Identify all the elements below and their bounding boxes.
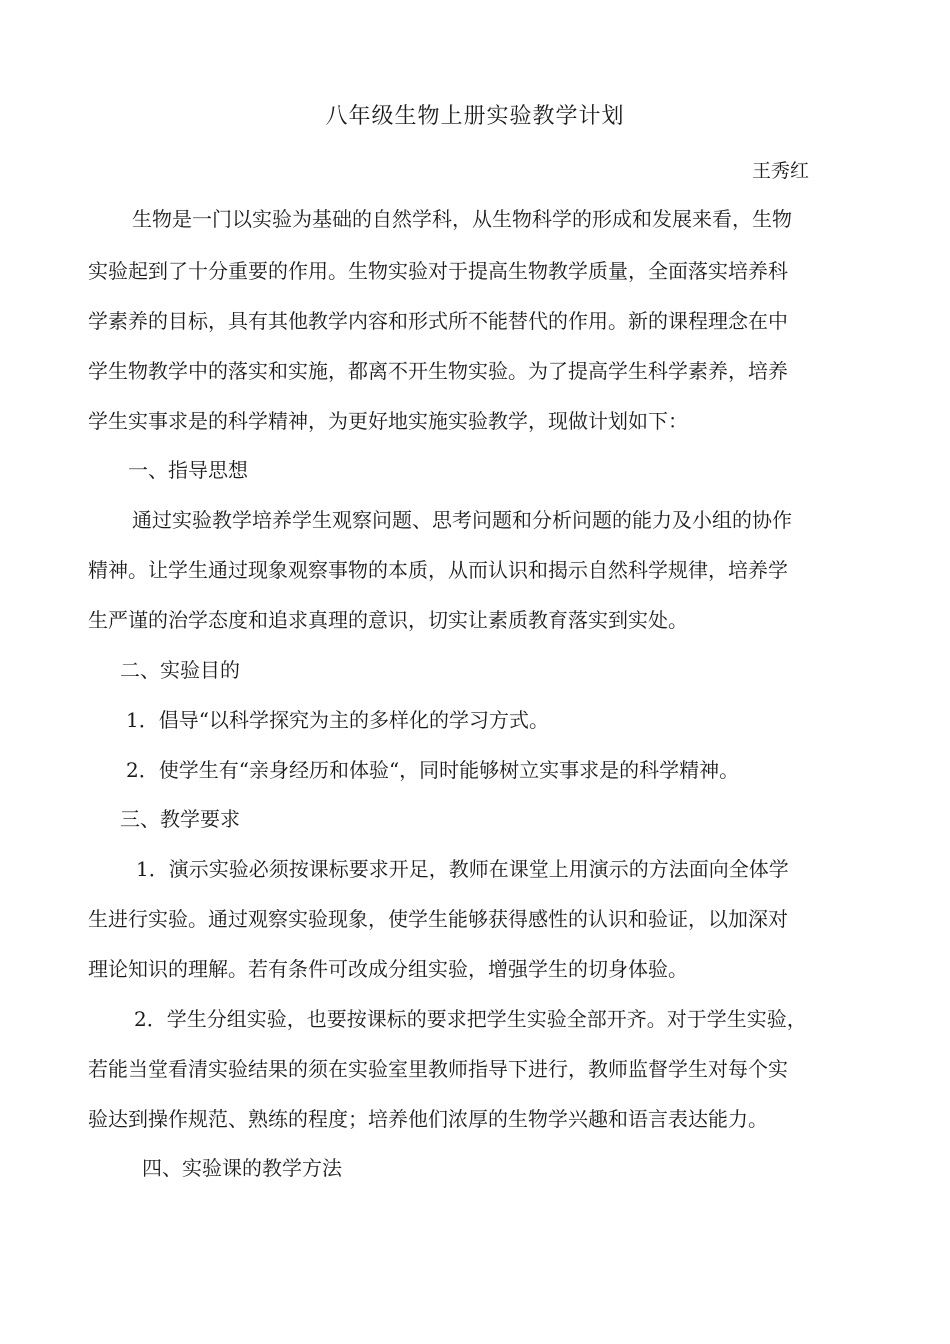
paragraph-line: 若能当堂看清实验结果的须在实验室里教师指导下进行，教师监督学生对每个实 xyxy=(88,1057,788,1081)
document-title: 八年级生物上册实验教学计划 xyxy=(325,104,625,129)
paragraph-line: 通过实验教学培养学生观察问题、思考问题和分析问题的能力及小组的协作 xyxy=(132,508,792,532)
paragraph-line: 学素养的目标，具有其他教学内容和形式所不能替代的作用。新的课程理念在中 xyxy=(88,309,788,333)
paragraph-line: 生进行实验。通过观察实验现象，使学生能够获得感性的认识和验证，以加深对 xyxy=(88,907,788,931)
section-heading: 二、实验目的 xyxy=(120,658,240,682)
list-item: 2．使学生有“亲身经历和体验“，同时能够树立实事求是的科学精神。 xyxy=(126,758,740,782)
paragraph-line: 学生物教学中的落实和实施，都离不开生物实验。为了提高学生科学素养，培养 xyxy=(88,359,788,383)
section-heading: 一、指导思想 xyxy=(128,458,248,482)
paragraph-line: 生物是一门以实验为基础的自然学科，从生物科学的形成和发展来看，生物 xyxy=(132,207,792,231)
paragraph-line: 实验起到了十分重要的作用。生物实验对于提高生物教学质量，全面落实培养科 xyxy=(88,259,788,283)
document-author: 王秀红 xyxy=(752,160,810,182)
paragraph-line: 验达到操作规范、熟练的程度；培养他们浓厚的生物学兴趣和语言表达能力。 xyxy=(88,1107,768,1131)
paragraph-line: 理论知识的理解。若有条件可改成分组实验，增强学生的切身体验。 xyxy=(88,957,688,981)
list-item: 1．倡导“以科学探究为主的多样化的学习方式。 xyxy=(126,708,549,732)
paragraph-line: 学生实事求是的科学精神，为更好地实施实验教学，现做计划如下： xyxy=(88,409,688,433)
paragraph-line: 生严谨的治学态度和追求真理的意识，切实让素质教育落实到实处。 xyxy=(88,608,688,632)
section-heading: 四、实验课的教学方法 xyxy=(142,1156,342,1180)
section-heading: 三、教学要求 xyxy=(120,807,240,831)
paragraph-line: 精神。让学生通过现象观察事物的本质，从而认识和揭示自然科学规律，培养学 xyxy=(88,558,788,582)
paragraph-line: 2．学生分组实验，也要按课标的要求把学生实验全部开齐。对于学生实验， xyxy=(134,1007,807,1031)
paragraph-line: 1．演示实验必须按课标要求开足，教师在课堂上用演示的方法面向全体学 xyxy=(136,857,789,881)
